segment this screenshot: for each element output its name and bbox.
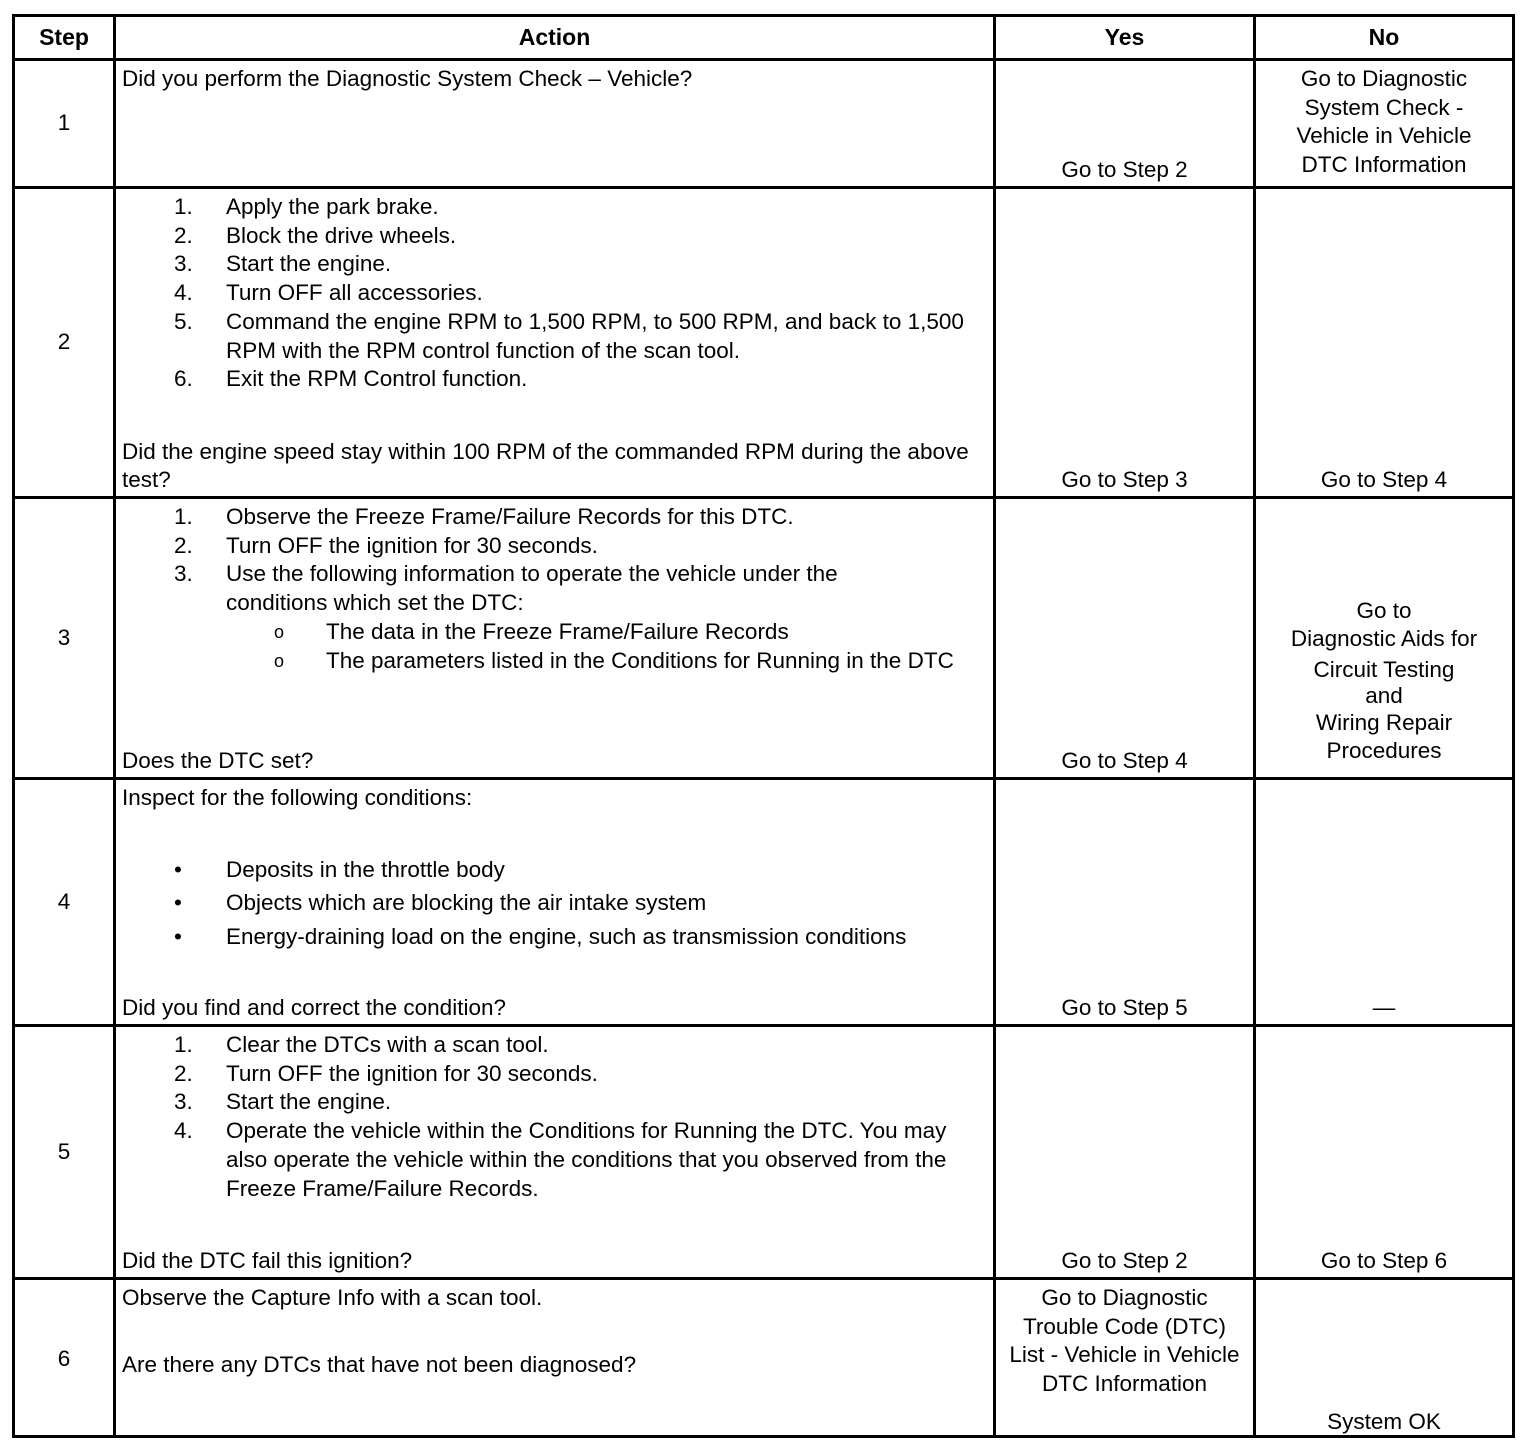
table-row-step-2 [15,189,1512,499]
yes-link: Go to Step 2 [1061,157,1188,183]
list-item: 3. Start the engine. [174,251,392,277]
step-number: 5 [15,1027,116,1277]
no-cell [1256,1027,1512,1277]
list-item: 3. Use the following information to operate the vehicle under the conditions which set the DTC: [174,561,838,616]
yes-link: Go to Step 2 [1061,1248,1188,1274]
list-item: 4. Operate the vehicle within the Conditions for Running the DTC. You may also operate the vehicle within the conditions that you observed from the Freeze Frame/Failure Records. [174,1118,947,1201]
sub-list-item: o The data in the Freeze Frame/Failure Records [274,618,789,644]
yes-cell [996,189,1256,496]
no-link-line: Wiring Repair [1315,710,1453,735]
intro-text: Inspect for the following conditions: [122,785,473,810]
no-link: Go to Step 4 [1320,467,1448,493]
yes-link: Go to Step 3 [1061,467,1188,493]
list-item: 2. Block the drive wheels. [174,222,457,248]
list-item: 1. Apply the park brake. [174,194,439,219]
step-number: 1 [15,61,116,186]
step-number: 6 [15,1280,116,1438]
no-link: Go to Diagnostic System Check - Vehicle in Vehicle DTC Information [1296,66,1472,178]
bullet-item: • Objects which are blocking the air intake system [174,890,707,916]
no-cell [1256,780,1512,1024]
no-link-line: and [1365,683,1403,708]
bullet-item: • Energy-draining load on the engine, such as transmission conditions [174,924,907,950]
table-row-step-1 [15,61,1512,189]
yes-cell [996,780,1256,1024]
action-cell [116,499,996,777]
header-action: Action [116,17,996,58]
list-item: 1. Clear the DTCs with a scan tool. [174,1032,549,1057]
step-number: 3 [15,499,116,777]
no-link-line: Procedures [1326,738,1442,763]
question-text: Did the engine speed stay within 100 RPM of the commanded RPM during the above test? [122,438,969,493]
step-number: 4 [15,780,116,1024]
no-link-line: Circuit Testing [1313,657,1455,682]
no-cell [1256,1280,1512,1438]
action-cell [116,1280,996,1438]
table-row-step-4 [15,780,1512,1027]
header-no: No [1368,24,1400,51]
question-text: Are there any DTCs that have not been diagnosed? [122,1351,637,1377]
bullet-item: • Deposits in the throttle body [174,856,505,882]
step-number: 2 [15,189,116,496]
yes-link: Go to Step 4 [1061,748,1188,774]
sub-list-item: o The parameters listed in the Conditions for Running in the DTC [274,647,954,673]
header-step: Step [15,17,116,58]
yes-cell [996,1027,1256,1277]
no-value: System OK [1327,1409,1441,1435]
table-row-step-5 [15,1027,1512,1280]
no-cell [1256,189,1512,496]
yes-cell [996,61,1256,186]
question-text: Did you find and correct the condition? [122,995,506,1021]
action-cell [116,1027,996,1277]
no-link-line: Diagnostic Aids for [1290,626,1478,651]
list-item: 6. Exit the RPM Control function. [174,366,528,392]
list-item: 2. Turn OFF the ignition for 30 seconds. [174,532,598,558]
action-text: Did you perform the Diagnostic System Check – Vehicle? [122,66,693,91]
table-row-step-6 [15,1280,1512,1438]
yes-link: Go to Diagnostic Trouble Code (DTC) List - Vehicle in Vehicle DTC Information [1009,1285,1240,1397]
diagnostic-table [12,14,1515,1438]
list-item: 4. Turn OFF all accessories. [174,280,483,306]
intro-text: Observe the Capture Info with a scan tool. [122,1285,543,1310]
question-text: Does the DTC set? [122,748,314,774]
action-cell [116,61,996,186]
list-item: 1. Observe the Freeze Frame/Failure Records for this DTC. [174,504,794,529]
action-cell [116,189,996,496]
no-cell [1256,499,1512,777]
action-cell [116,780,996,1024]
table-row-step-3 [15,499,1512,780]
no-value: — [1372,995,1396,1021]
no-link-line: Go to [1356,598,1412,623]
list-item: 5. Command the engine RPM to 1,500 RPM, to 500 RPM, and back to 1,500 RPM with the RPM control function of the scan tool. [174,308,964,363]
yes-cell [996,1280,1256,1438]
question-text: Did the DTC fail this ignition? [122,1248,413,1274]
header-yes: Yes [996,17,1256,58]
no-link: Go to Step 6 [1320,1248,1448,1274]
list-item: 2. Turn OFF the ignition for 30 seconds. [174,1060,598,1086]
yes-link: Go to Step 5 [1061,995,1188,1021]
yes-cell [996,499,1256,777]
no-cell [1256,61,1512,186]
list-item: 3. Start the engine. [174,1089,392,1115]
table-header-row [15,17,1512,61]
